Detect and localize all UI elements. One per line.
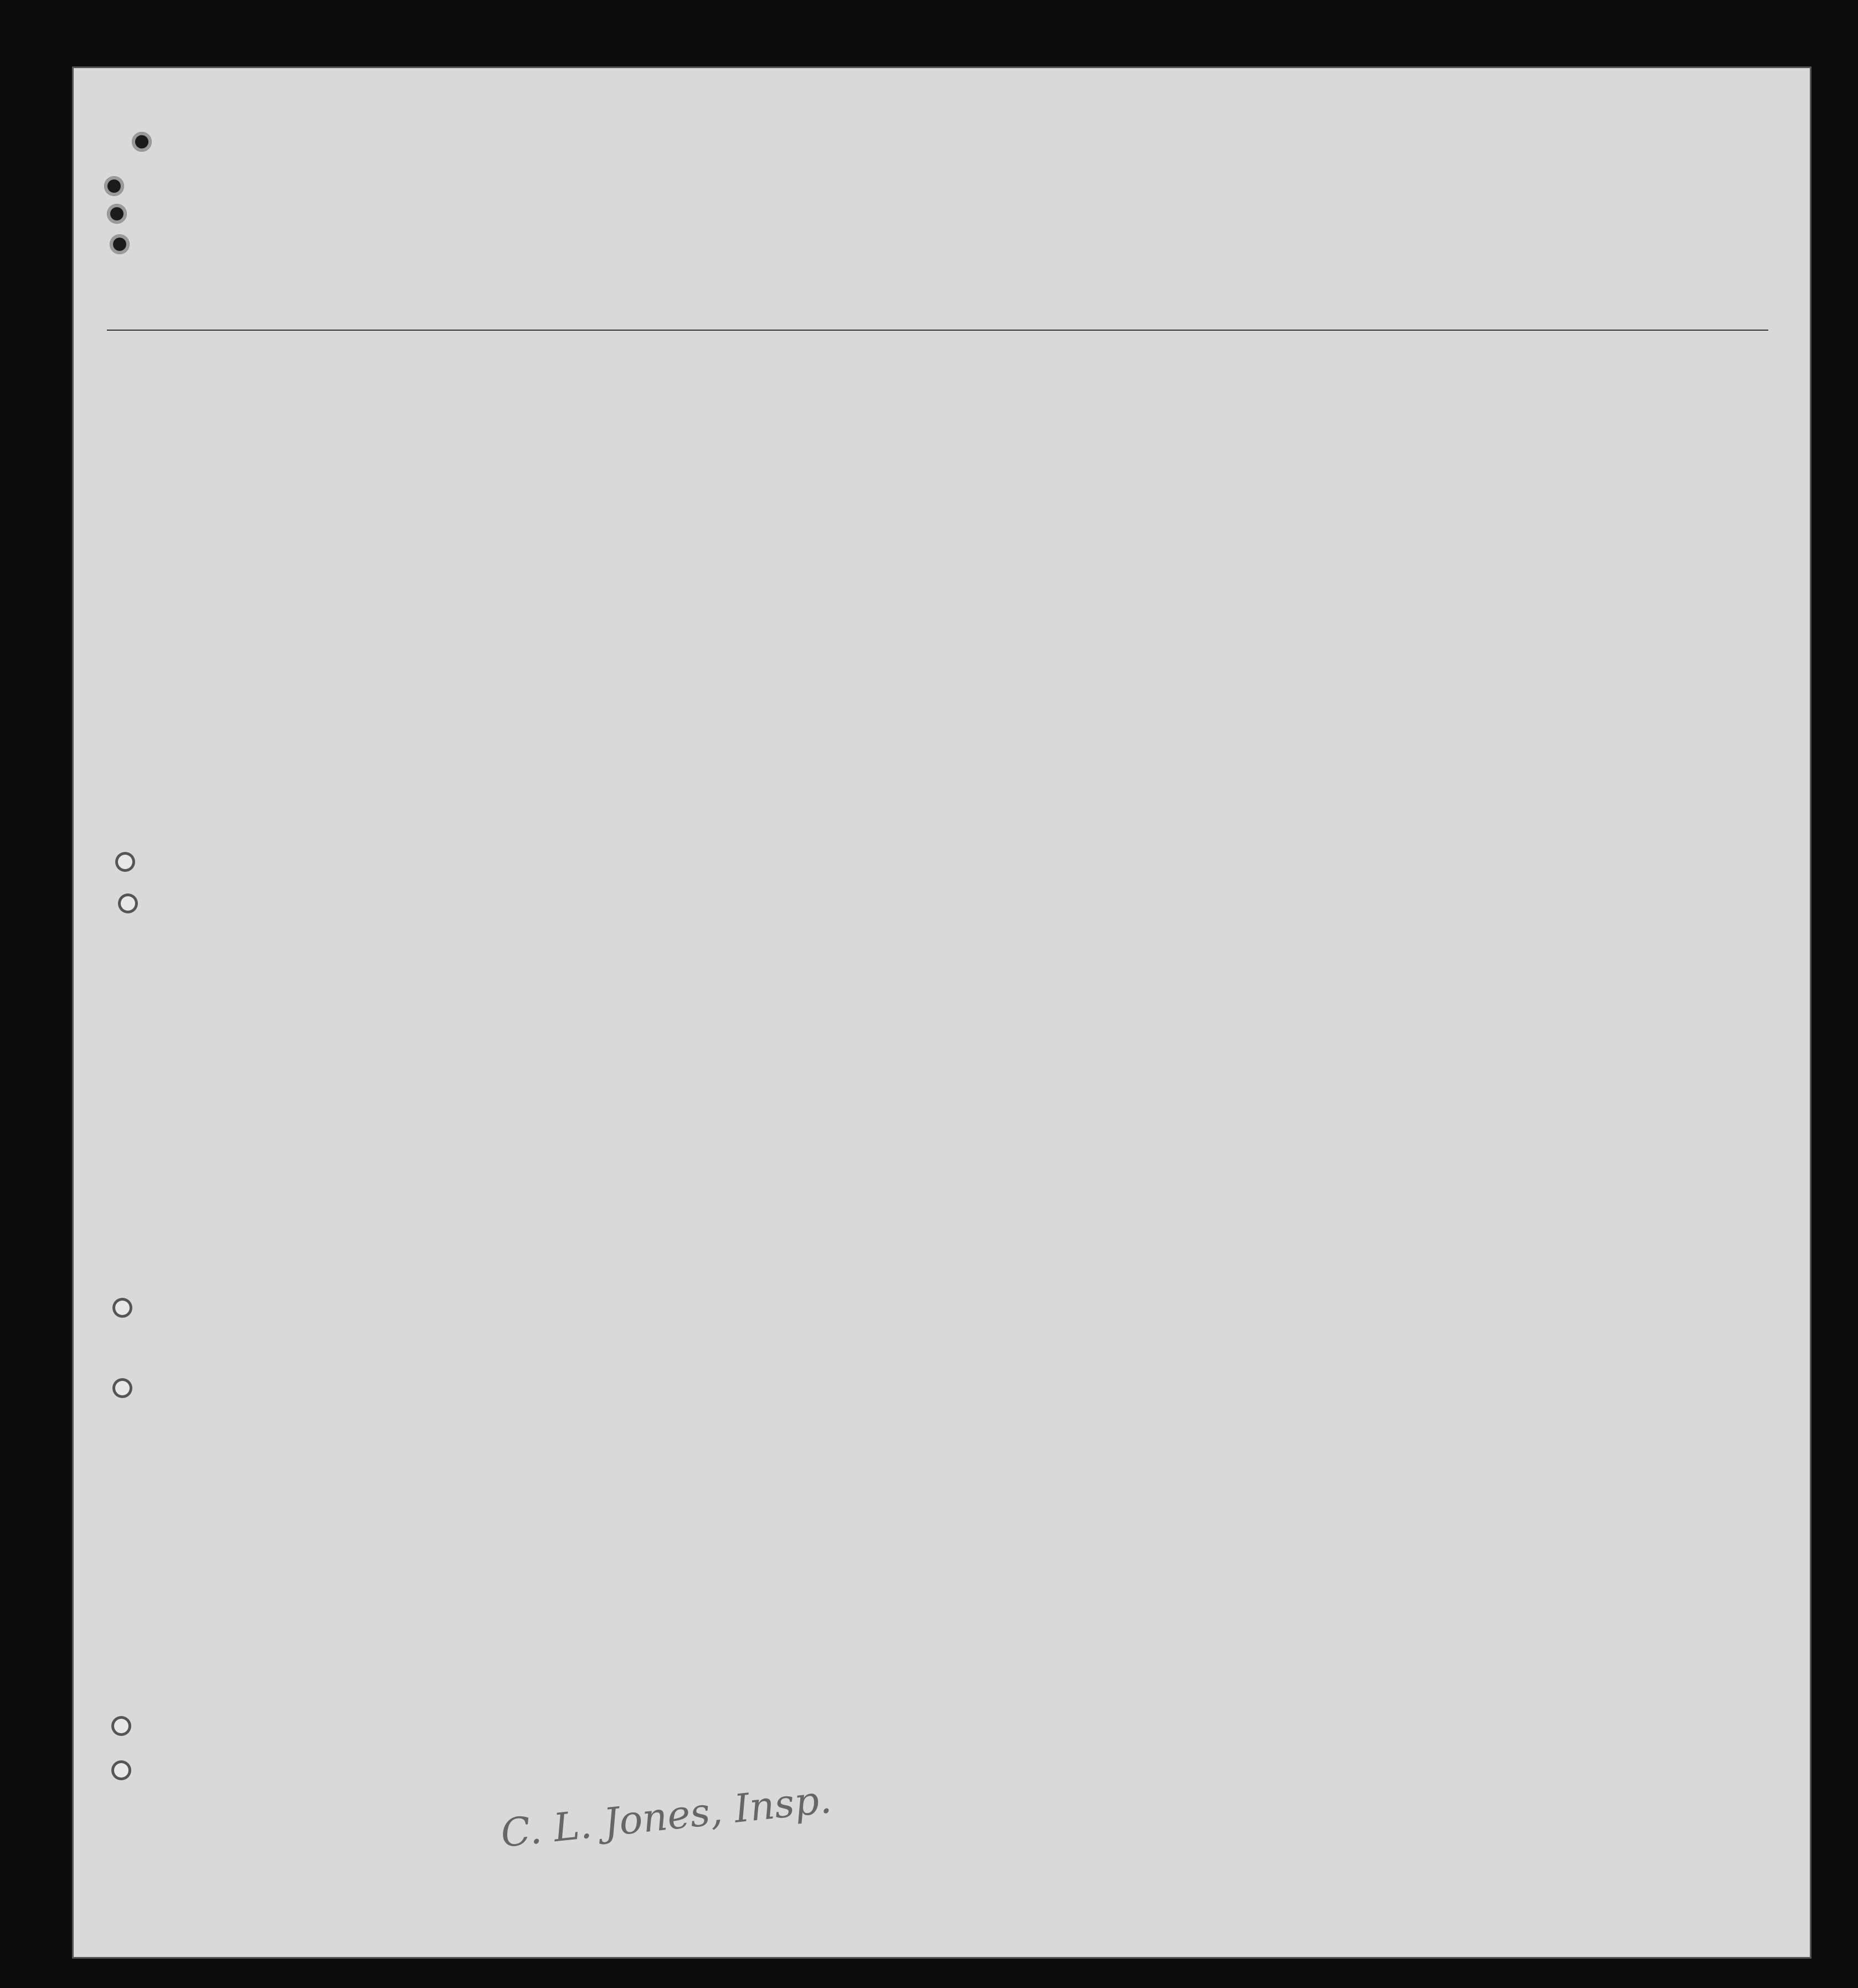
punch-hole	[112, 1298, 132, 1318]
punch-hole	[115, 852, 135, 872]
punch-hole	[118, 893, 138, 913]
punch-hole	[111, 1716, 131, 1736]
punch-hole	[107, 204, 127, 224]
manifest-sheet	[72, 66, 1811, 1959]
punch-hole	[110, 234, 130, 254]
vessel-underline	[107, 330, 1768, 331]
punch-hole	[132, 132, 152, 152]
punch-hole	[111, 1760, 131, 1780]
punch-hole	[104, 176, 124, 196]
crew-table	[207, 344, 1757, 1867]
officer-signature: C. L. Jones, Insp.	[498, 1776, 834, 1857]
punch-hole	[112, 1378, 132, 1398]
